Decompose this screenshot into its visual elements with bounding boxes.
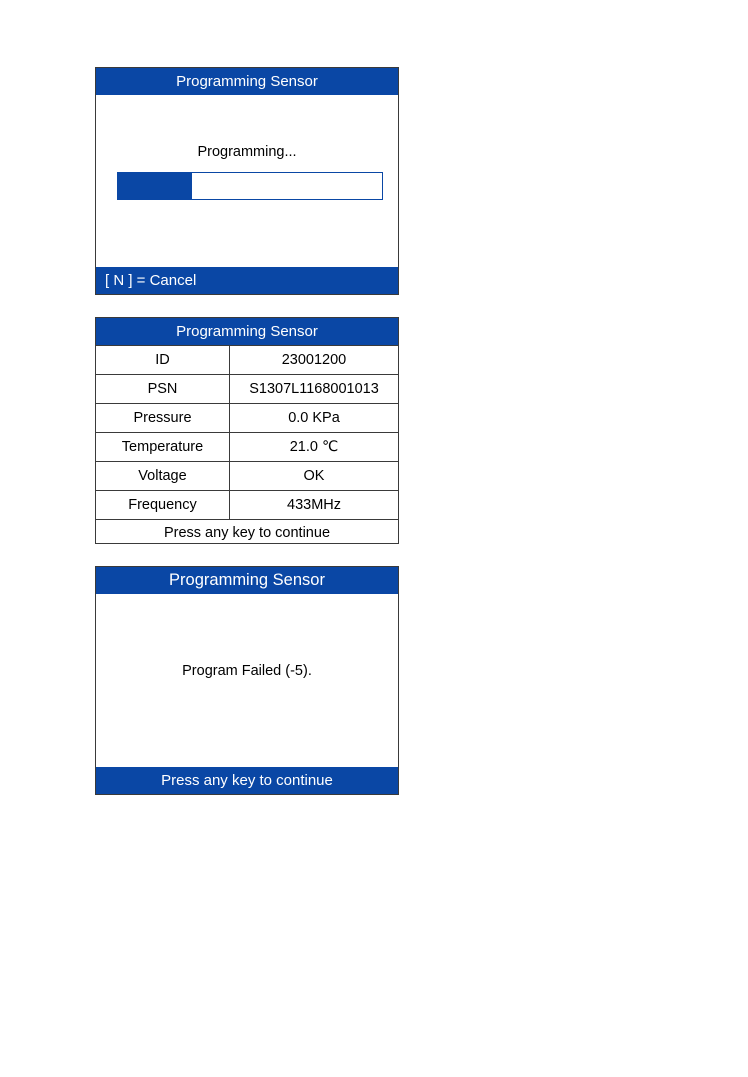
continue-button[interactable]: Press any key to continue bbox=[96, 519, 398, 547]
progress-bar-fill bbox=[118, 173, 192, 199]
row-label-frequency: Frequency bbox=[96, 491, 230, 520]
row-value-id: 23001200 bbox=[230, 346, 399, 375]
table-row bbox=[96, 491, 398, 520]
row-label-psn: PSN bbox=[96, 375, 230, 404]
row-label-voltage: Voltage bbox=[96, 462, 230, 491]
row-label-pressure: Pressure bbox=[96, 404, 230, 433]
row-value-voltage: OK bbox=[230, 462, 399, 491]
row-value-temperature: 21.0 ℃ bbox=[230, 433, 399, 462]
table-row bbox=[96, 433, 398, 462]
table-row bbox=[96, 375, 398, 404]
row-value-psn: S1307L1168001013 bbox=[230, 375, 399, 404]
progress-bar bbox=[117, 172, 383, 200]
programming-progress-screen bbox=[95, 67, 399, 295]
screen-title: Programming Sensor bbox=[96, 318, 398, 345]
table-row bbox=[96, 346, 398, 375]
cancel-button[interactable]: [ N ] = Cancel bbox=[96, 267, 398, 294]
table-row bbox=[96, 404, 398, 433]
programming-status-text: Programming... bbox=[197, 144, 297, 160]
row-value-frequency: 433MHz bbox=[230, 491, 399, 520]
row-label-temperature: Temperature bbox=[96, 433, 230, 462]
screen-title: Programming Sensor bbox=[96, 567, 398, 594]
row-value-pressure: 0.0 KPa bbox=[230, 404, 399, 433]
continue-button[interactable]: Press any key to continue bbox=[96, 767, 398, 794]
row-label-id: ID bbox=[96, 346, 230, 375]
sensor-info-screen bbox=[95, 317, 399, 544]
sensor-info-table bbox=[96, 345, 398, 519]
screen-title: Programming Sensor bbox=[96, 68, 398, 95]
error-message: Program Failed (-5). bbox=[182, 663, 312, 679]
table-row bbox=[96, 462, 398, 491]
program-failed-screen bbox=[95, 566, 399, 795]
